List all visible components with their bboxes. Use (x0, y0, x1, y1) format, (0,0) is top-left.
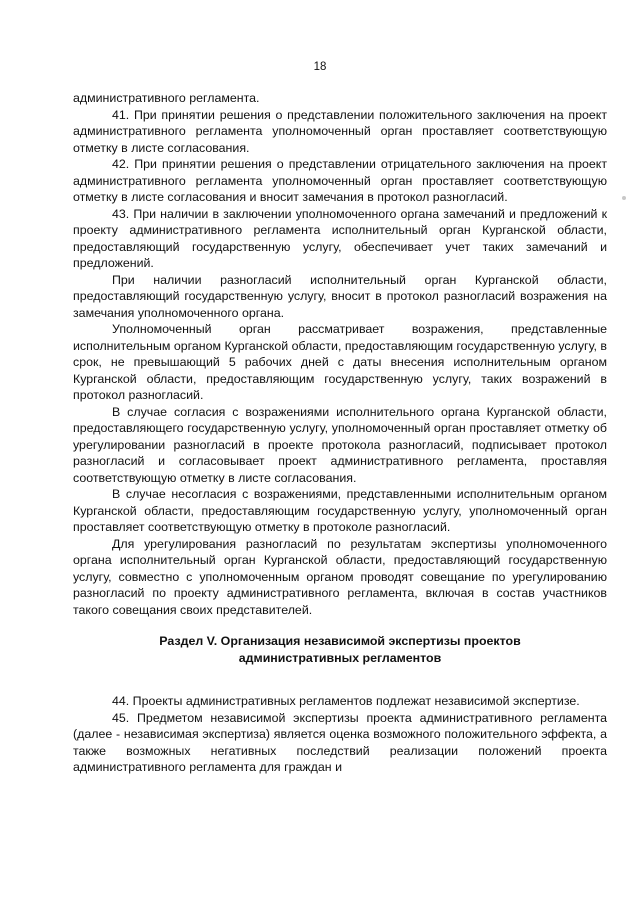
paragraph-45: 45. Предметом независимой экспертизы проекта административного регламента (далее - независимая экспертиза) является оценка возможного положительного эффекта, а также возможных негативных последствий реализации положений проекта административного регламента для граждан и (73, 710, 607, 774)
paragraph-43: 43. При наличии в заключении уполномоченного органа замечаний и предложений к проекту административного регламента исполнительный орган Курганской области, предоставляющий государственную услугу, обеспечивает учет таких замечаний и предложений. (73, 206, 607, 270)
section-heading-line-1: Раздел V. Организация независимой экспертизы проектов (159, 634, 521, 648)
paragraph-disagreement: В случае несогласия с возражениями, представленными исполнительным органом Курганской области, предоставляющим государственную услугу, уполномоченный орган проставляет соответствующую отметку в протоколе разногласий. (73, 487, 607, 534)
paragraph-42: 42. При принятии решения о представлении отрицательного заключения на проект административного регламента уполномоченный орган проставляет соответствующую отметку в листе согласования и вносит замечания в протокол разногласий. (73, 157, 607, 204)
scan-speck (622, 196, 626, 200)
document-body (73, 90, 607, 776)
paragraph-44: 44. Проекты административных регламентов подлежат независимой экспертизе. (112, 694, 580, 708)
section-spacer (73, 666, 607, 693)
page-number: 18 (313, 61, 327, 73)
paragraph-review-objections: Уполномоченный орган рассматривает возражения, представленные исполнительным органом Курганской области, предоставляющим государственную услугу, в срок, не превышающий 5 рабочих дней с даты внесения исполнительным органом Курганской области, предоставляющим государственную услугу, таких возражений в протокол разногласий. (73, 322, 607, 402)
paragraph-disagreements: При наличии разногласий исполнительный орган Курганской области, предоставляющий государственную услугу, вносит в протокол разногласий возражения на замечания уполномоченного органа. (73, 272, 607, 320)
section-heading-line-2: административных регламентов (238, 650, 442, 665)
paragraph-agreement: В случае согласия с возражениями исполнительного органа Курганской области, предоставляющего государственную услугу, уполномоченный орган проставляет отметку об урегулировании разногласий в проекте протокола разногласий, подписывает протокол разногласий и согласовывает проект административного регламента, проставляя соответствующую отметку в листе согласования. (73, 404, 607, 485)
paragraph-continuation: административного регламента. (73, 91, 260, 105)
section-heading (73, 633, 607, 666)
paragraph-meeting: Для урегулирования разногласий по результатам экспертизы уполномоченного органа исполнительный орган Курганской области, предоставляющий государственную услугу, совместно с уполномоченным органом проводят совещание по урегулированию разногласий по проекту административного регламента, включая в состав участников такого совещания своих представителей. (73, 536, 607, 617)
paragraph-41: 41. При принятии решения о представлении положительного заключения на проект административного регламента уполномоченный орган проставляет соответствующую отметку в листе согласования. (73, 107, 607, 155)
